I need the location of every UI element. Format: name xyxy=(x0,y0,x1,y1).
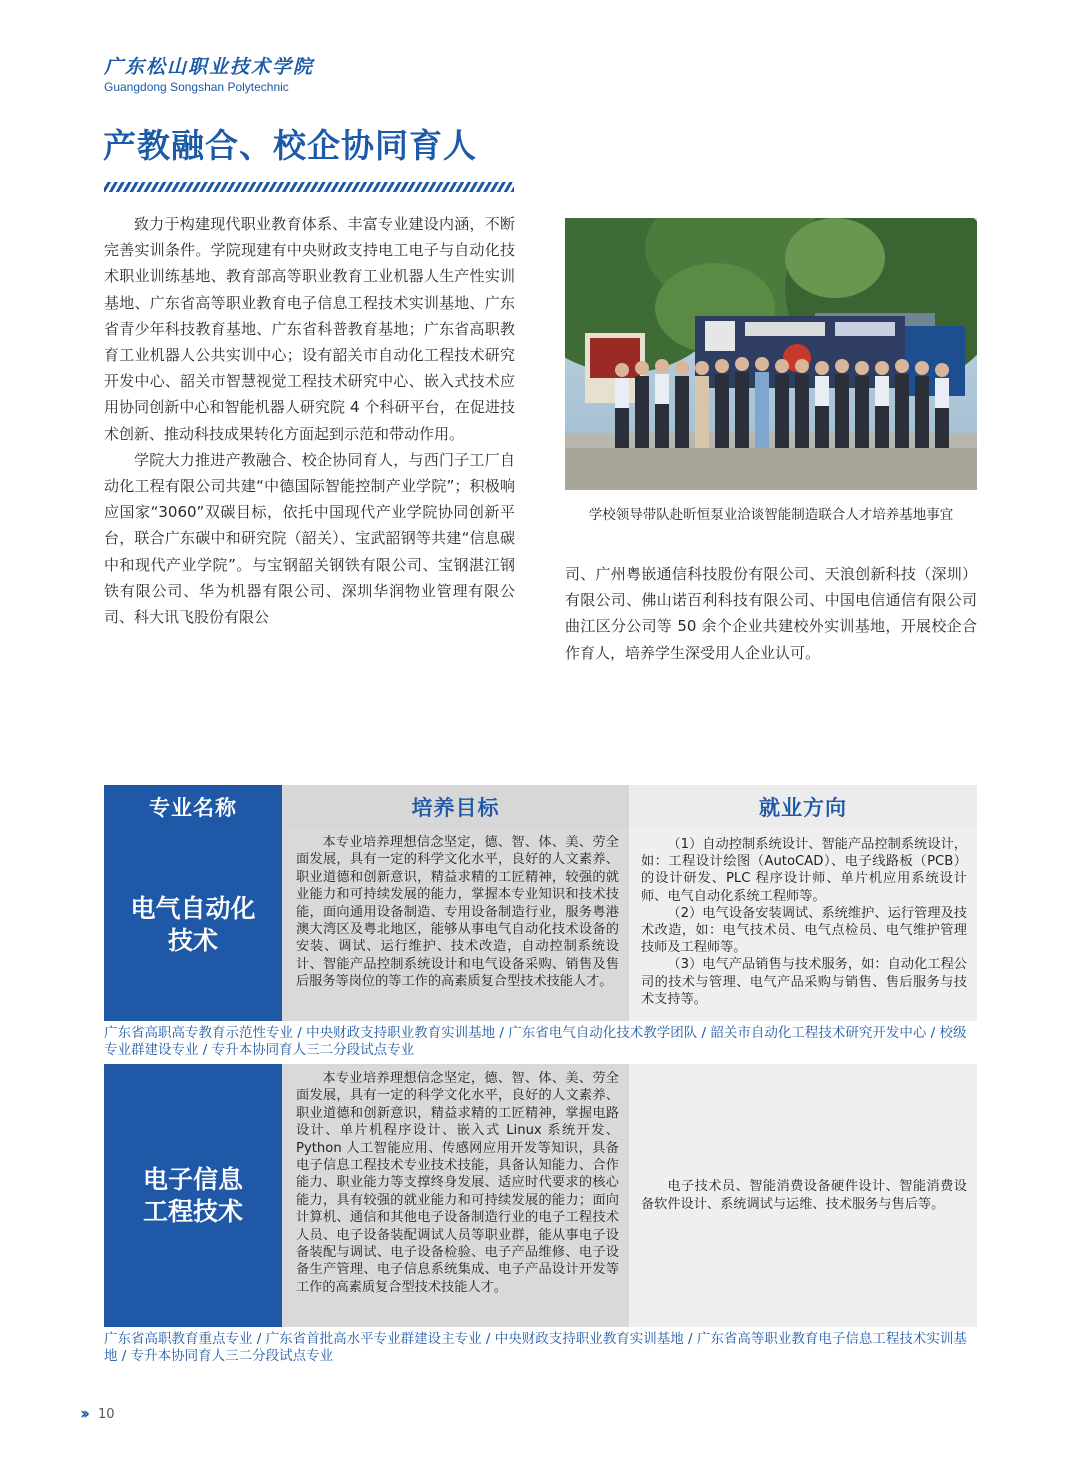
training-goal-cell xyxy=(282,828,629,1021)
table-header-goal: 培养目标 xyxy=(282,785,629,828)
employment-item-1: （1）自动控制系统设计、智能产品控制系统设计，如：工程设计绘图（AutoCAD）、电子线路板（PCB）的设计研发、PLC 程序设计师、单片机应用系统设计师、电气自动化系统工程师等。 xyxy=(641,837,967,904)
major-name-line1: 电气自动化 xyxy=(130,893,256,923)
major-name-electrical-automation xyxy=(104,828,282,1021)
intro-paragraph-2-end: 司、广州粤嵌通信科技股份有限公司、天浪创新科技（深圳）有限公司、佛山诺百利科技有限公司、中国电信通信有限公司曲江区分公司等 50 余个企业共建校外实训基地，开展校企合作育人，培养学生深受用人企业认可。 xyxy=(565,565,977,662)
major-name-line2: 工程技术 xyxy=(142,1196,243,1226)
table-header-job: 就业方向 xyxy=(629,785,977,828)
school-logo xyxy=(104,56,314,95)
employment-direction-cell xyxy=(629,1064,977,1327)
photo-caption: 学校领导带队赴昕恒泵业洽谈智能制造联合人才培养基地事宜 xyxy=(588,507,954,523)
major-name-electronic-info xyxy=(104,1064,282,1327)
major-name-line1: 电子信息 xyxy=(142,1164,243,1194)
training-goal-text: 本专业培养理想信念坚定，德、智、体、美、劳全面发展，具有一定的科学文化水平，良好的人文素养、职业道德和创新意识，精益求精的工匠精神，较强的就业能力和可持续发展的能力，掌握本专业知识和技术技能，面向通用设备制造、专用设备制造行业，服务粤港澳大湾区及粤北地区，能够从事电气自动化技术设备的安装、调试、运行维护、技术改造，自动控制系统设计、智能产品控制系统设计和电气设备采购、销售及售后服务等岗位的等工作的高素质复合型技术技能人才。 xyxy=(296,835,619,990)
employment-item-3: （3）电气产品销售与技术服务，如：自动化工程公司的技术与管理、电气产品采购与销售、售后服务与技术支持等。 xyxy=(641,957,967,1007)
intro-paragraph-2-start: 学院大力推进产教融合、校企协同育人，与西门子工厂自动化工程有限公司共建“中德国际智能控制产业学院”；积极响应国家“3060”双碳目标，依托中国现代产业学院协同创新平台，联合广东碳中和研究院（韶关）、宝武韶钢等共建“信息碳中和现代产业学院”。与宝钢韶关钢铁有限公司、宝钢湛江钢铁有限公司、华为机器有限公司、深圳华润物业管理有限公司、科大讯飞股份有限公 xyxy=(104,450,515,627)
logo-chinese-name: 广东松山职业技术学院 xyxy=(104,56,315,78)
section-title: 产教融合、校企协同育人 xyxy=(103,126,477,165)
employment-item-2: （2）电气设备安装调试、系统维护、运行管理及技术改造，如：电气技术员、电气点检员、电气维护管理技师及工程师等。 xyxy=(641,905,967,956)
group-photo xyxy=(565,218,977,490)
table-header-major: 专业名称 xyxy=(104,785,282,828)
training-goal-text: 本专业培养理想信念坚定，德、智、体、美、劳全面发展，具有一定的科学文化水平，良好的人文素养、职业道德和创新意识，精益求精的工匠精神，掌握电路设计、单片机程序设计、嵌入式 Linux 系统开发、Python 人工智能应用、传感网应用开发等知识，具备电子信息工程技术专业技术技能，具备认知能力、合作能力、职业能力等支撑终身发展、适应时代要求的核心能力，具有较强的就业能力和可持续发展的能力；面向计算机、通信和其他电子设备制造行业的电子工程技术人员、电子设备装配调试人员等职业群，能从事电子设备装配与调试、电子设备检验、电子产品维修、电子设备生产管理、电子信息系统集成、电子产品设计开发等工作的高素质复合型技术技能人才。 xyxy=(296,1071,619,1295)
major-name-line2: 技术 xyxy=(167,925,218,955)
page-footer xyxy=(80,1404,115,1424)
double-chevron-right-icon: ›› xyxy=(80,1404,87,1424)
employment-direction-cell xyxy=(629,828,977,1021)
employment-text: 电子技术员、智能消费设备硬件设计、智能消费设备软件设计、系统调试与运维、技术服务与售后等。 xyxy=(641,1179,967,1212)
intro-right-column xyxy=(565,561,977,666)
training-goal-cell xyxy=(282,1064,629,1327)
title-underline-stripe xyxy=(104,182,514,192)
major-honors-2: 广东省高职教育重点专业 / 广东省首批高水平专业群建设主专业 / 中央财政支持职业教育实训基地 / 广东省高等职业教育电子信息工程技术实训基地 / 专升本协同育人三二分段试点专业 xyxy=(104,1331,967,1364)
intro-left-column xyxy=(104,211,515,630)
group-photo-illustration xyxy=(565,218,977,490)
logo-english-name: Guangdong Songshan Polytechnic xyxy=(104,80,289,94)
page-number: 10 xyxy=(98,1406,115,1422)
major-honors-1: 广东省高职高专教育示范性专业 / 中央财政支持职业教育实训基地 / 广东省电气自动化技术教学团队 / 韶关市自动化工程技术研究开发中心 / 校级专业群建设专业 / 专升本协同育人三二分段试点专业 xyxy=(104,1025,967,1058)
intro-paragraph-1: 致力于构建现代职业教育体系、丰富专业建设内涵，不断完善实训条件。学院现建有中央财政支持电工电子与自动化技术职业训练基地、教育部高等职业教育工业机器人生产性实训基地、广东省高等职业教育电子信息工程技术实训基地、广东省青少年科技教育基地、广东省科普教育基地；广东省高职教育工业机器人公共实训中心；设有韶关市自动化工程技术研究开发中心、韶关市智慧视觉工程技术研究中心、嵌入式技术应用协同创新中心和智能机器人研究院 4 个科研平台，在促进技术创新、推动科技成果转化方面起到示范和带动作用。 xyxy=(104,215,515,443)
